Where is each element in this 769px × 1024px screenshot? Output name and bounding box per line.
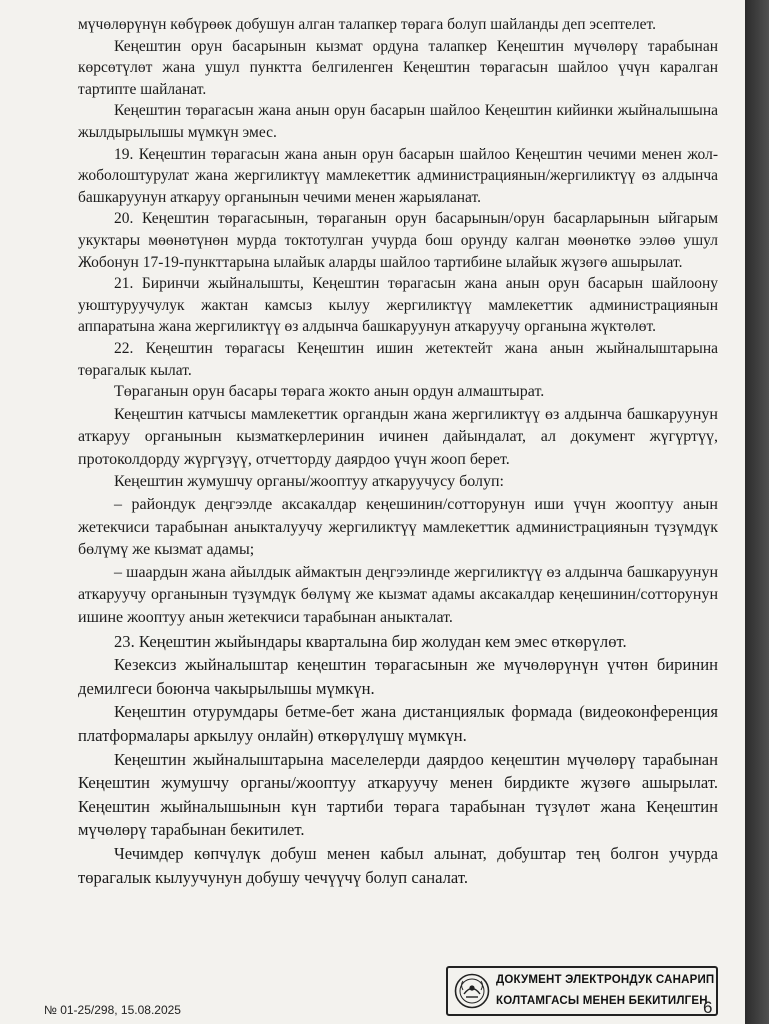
paragraph: Кеңештин орун басарынын кызмат ордуна талапкер Кеңештин мүчөлөрү тарабынан көрсөтүлөт жана ушул пунктта белгиленген Кеңештин төрагасын шайлоо үчүн каралган тартипте шайланат.	[78, 37, 718, 98]
paragraph: Кезексиз жыйналыштар кеңештин төрагасынын же мүчөлөрүнүн үчтөн биринин демилгеси боюнча чакырылышы мүмкүн.	[78, 655, 718, 698]
paragraph: Кеңештин жумушчу органы/жооптуу аткаруучусу болуп:	[114, 473, 504, 491]
paragraph: Кеңештин жыйналыштарына маселелерди даярдоо кеңештин мүчөлөрү тарабынан Кеңештин жумушчу органы/жооптуу аткаруучу менен бирдикте жүзөгө ашырылат. Кеңештин жыйналышынын күн тартиби төрага тарабынан түзүлөт жана Кеңештин мүчөлөрү тарабынан бекитилет.	[78, 749, 718, 840]
paragraph: Кеңештин төрагасын жана анын орун басарын шайлоо Кеңештин кийинки жыйналышына жылдырылышы мүмкүн эмес.	[78, 102, 718, 141]
page-number: 6	[703, 998, 713, 1017]
paragraph: 22. Кеңештин төрагасы Кеңештин ишин жетектейт жана анын жыйналыштарына төрагалык кылат.	[78, 339, 718, 379]
paragraph: 19. Кеңештин төрагасын жана анын орун басарын шайлоо Кеңештин чечими менен жол-жоболоштурулат жана жергиликтүү мамлекеттик администрациянын/жергиликтүү өз алдынча башкаруунун аткаруу органынын чечими менен жарыяланат.	[78, 145, 718, 206]
state-emblem-icon	[454, 973, 490, 1009]
document-body	[78, 14, 718, 889]
stamp-line-1: ДОКУМЕНТ ЭЛЕКТРОНДУК САНАРИП	[496, 974, 715, 986]
paragraph: Кеңештин катчысы мамлекеттик органдын жана жергиликтүү өз алдынча башкаруунун аткаруу органынын кызматкерлеринин ичинен дайындалат, ал документ жүгүртүү, протоколдорду жүргүзүү, отчетторду даярдоо үчүн жооп берет.	[78, 405, 718, 468]
document-number: № 01-25/298, 15.08.2025	[44, 1003, 181, 1017]
paragraph: Төраганын орун басары төрага жокто анын ордун алмаштырат.	[114, 383, 545, 401]
e-signature-stamp	[446, 966, 718, 1016]
stamp-line-2: КОЛТАМГАСЫ МЕНЕН БЕКИТИЛГЕН	[496, 995, 708, 1007]
paragraph: Чечимдер көпчүлүк добуш менен кабыл алынат, добуштар тең болгон учурда төрагалык кылуучунун добушу чечүүчү болуп саналат.	[78, 843, 718, 887]
background-surface	[745, 0, 769, 1024]
paragraph: – шаардын жана айылдык аймактын деңгээлинде жергиликтүү өз алдынча башкаруунун аткаруучу органынын түзүмдүк бөлүмү же кызмат адамы аксакалдар кеңешинин/сотторунун ишине жооптуу анын жетекчиси тарабынан аныкталат.	[78, 563, 718, 627]
paragraph: мүчөлөрүнүн көбүрөөк добушун алган талапкер төрага болуп шайланды деп эсептелет.	[78, 16, 657, 33]
paragraph: – райондук деңгээлде аксакалдар кеңешинин/сотторунун иши үчүн жооптуу анын жетекчиси тарабынан аныкталуучу жергиликтүү мамлекеттик администрациянын түзүмдүк бөлүмү же кызмат адамы;	[78, 496, 718, 559]
paragraph: 20. Кеңештин төрагасынын, төраганын орун басарынын/орун басарларынын ыйгарым укуктары мөөнөтүнөн мурда токтотулган учурда бош орунду калган мөөнөткө ээлөө ушул Жобонун 17-19-пункттарына ылайык аларды шайлоо тартибине ылайык жүзөгө ашырылат.	[78, 210, 718, 271]
paragraph: 23. Кеңештин жыйындары кварталына бир жолудан кем эмес өткөрүлөт.	[114, 631, 627, 651]
paragraph: Кеңештин отурумдары бетме-бет жана дистанциялык формада (видеоконференция платформалары аркылуу онлайн) өткөрүлүшү мүмкүн.	[78, 702, 718, 745]
paragraph: 21. Биринчи жыйналышты, Кеңештин төрагасын жана анын орун басарын шайлоону уюштуруучулук жактан камсыз кылуу жергиликтүү мамлекеттик администрациянын аппаратына жана жергиликтүү өз алдынча башкаруунун аткаруучу органына жүктөлөт.	[78, 275, 718, 336]
